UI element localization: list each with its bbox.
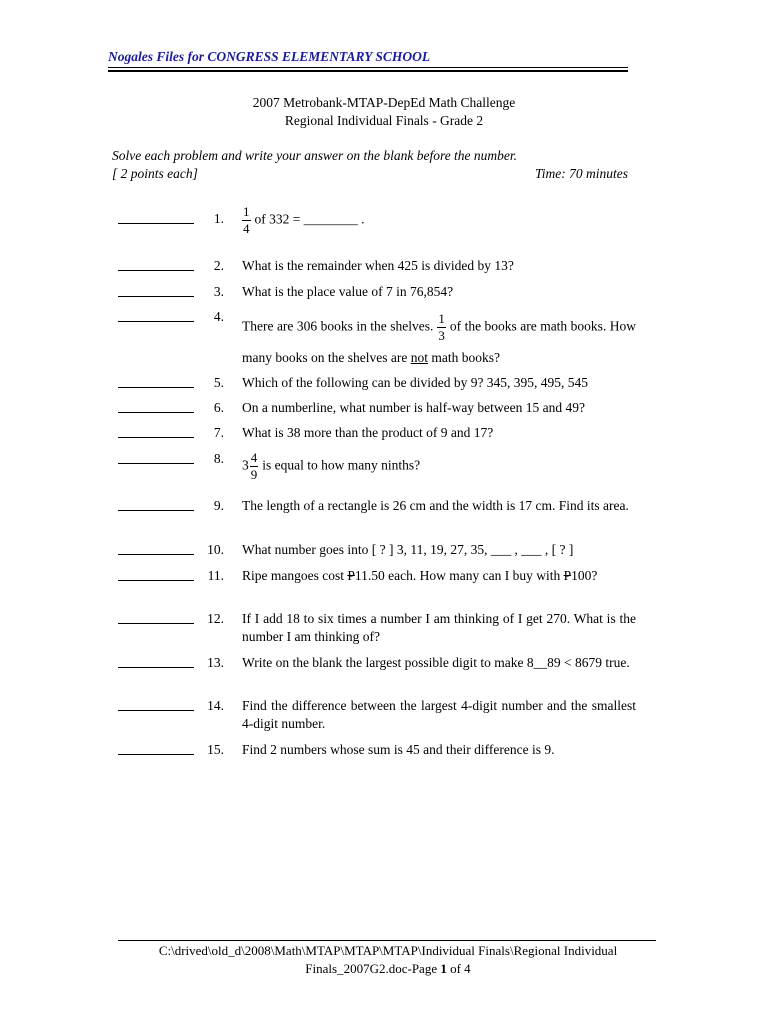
- answer-blank[interactable]: [118, 270, 194, 271]
- question-number: 14.: [207, 698, 224, 713]
- question-number: 11.: [207, 568, 224, 583]
- header-rule-thin: [108, 67, 628, 68]
- question-text: The length of a rectangle is 26 cm and the width is 17 cm. Find its area.: [242, 498, 629, 513]
- question-text: Which of the following can be divided by 9? 345, 395, 495, 545: [242, 375, 589, 390]
- question-text: On a numberline, what number is half-way between 15 and 49?: [242, 400, 586, 415]
- question-text: What is the place value of 7 in 76,854?: [242, 284, 454, 299]
- question-text: If I add 18 to six times a number I am thinking of I get 270. What is the number I am thinking of?: [242, 611, 636, 644]
- answer-blank[interactable]: [118, 554, 194, 555]
- answer-blank[interactable]: [118, 580, 194, 581]
- answer-blank[interactable]: [118, 296, 194, 297]
- question-text: What is 38 more than the product of 9 and 17?: [242, 425, 494, 440]
- fraction: $\frac{1}{4}$: [243, 204, 250, 236]
- fraction: $\frac{4}{9}$: [250, 450, 258, 482]
- question-text: What is the remainder when 425 is divided by 13?: [242, 258, 514, 273]
- answer-blank[interactable]: [118, 321, 194, 322]
- points-text: [ 2 points each]: [112, 166, 198, 181]
- question-number: 3.: [213, 284, 224, 299]
- question-text: Find 2 numbers whose sum is 45 and their difference is 9.: [242, 742, 555, 757]
- peso-sign: P: [563, 568, 572, 583]
- time-limit: Time: 70 minutes: [535, 166, 628, 181]
- question-text: What number goes into [ ? ] 3, 11, 19, 27, 35, ___ , ___ , [ ? ]: [242, 542, 574, 557]
- question-number: 4.: [213, 309, 224, 324]
- answer-blank[interactable]: [118, 623, 194, 624]
- footer-rule: [118, 940, 656, 941]
- question-number: 10.: [207, 542, 224, 557]
- answer-blank[interactable]: [118, 667, 194, 668]
- answer-blank[interactable]: [118, 412, 194, 413]
- question-number: 13.: [207, 655, 224, 670]
- header-school: Nogales Files for CONGRESS ELEMENTARY SCHOOL: [108, 49, 431, 64]
- answer-blank[interactable]: [118, 463, 194, 464]
- answer-blank[interactable]: [118, 710, 194, 711]
- peso-sign: P: [347, 568, 355, 583]
- title-line-2: Regional Individual Finals - Grade 2: [284, 113, 484, 128]
- header-rule-thick: [108, 70, 628, 72]
- question-number: 6.: [213, 400, 224, 415]
- answer-blank[interactable]: [118, 754, 194, 755]
- footer-page-info: Finals_2007G2.doc-Page 1 of 4: [305, 961, 471, 976]
- answer-blank[interactable]: [118, 223, 194, 224]
- question-number: 7.: [213, 425, 224, 440]
- footer-path: C:\drived\old_d\2008\Math\MTAP\MTAP\MTAP\Individual Finals\Regional Individual: [158, 943, 618, 958]
- question-number: 9.: [213, 498, 224, 513]
- footer: [108, 942, 668, 978]
- question-number: 8.: [213, 451, 224, 466]
- question-number: 2.: [213, 258, 224, 273]
- answer-blank[interactable]: [118, 387, 194, 388]
- question-number: 5.: [213, 375, 224, 390]
- footer-page-number: 1: [440, 961, 447, 976]
- question-number: 12.: [207, 611, 224, 626]
- question-text: Ripe mangoes cost P11.50 each. How many can I buy with P100?: [242, 568, 598, 583]
- question-text: $\frac{1}{4}$ of 332 = ________ .: [243, 204, 365, 236]
- instructions-text: Solve each problem and write your answer on the blank before the number.: [112, 148, 518, 163]
- answer-blank[interactable]: [118, 510, 194, 511]
- question-number: 15.: [207, 742, 224, 757]
- question-text: Find the difference between the largest 4-digit number and the smallest 4-digit number.: [242, 698, 636, 731]
- answer-blank[interactable]: [118, 437, 194, 438]
- question-text: 3 $\frac{4}{9}$ is equal to how many ninths?: [242, 450, 421, 482]
- fraction: $\frac{1}{3}$: [438, 311, 445, 343]
- title-line-1: 2007 Metrobank-MTAP-DepEd Math Challenge: [252, 95, 516, 110]
- question-number: 1.: [213, 211, 224, 226]
- question-text: There are 306 books in the shelves. $\frac{1}{3}$ of the books are math books. How many books on the shelves are not math books?: [242, 311, 636, 365]
- question-text: Write on the blank the largest possible digit to make 8__89 < 8679 true.: [242, 655, 630, 670]
